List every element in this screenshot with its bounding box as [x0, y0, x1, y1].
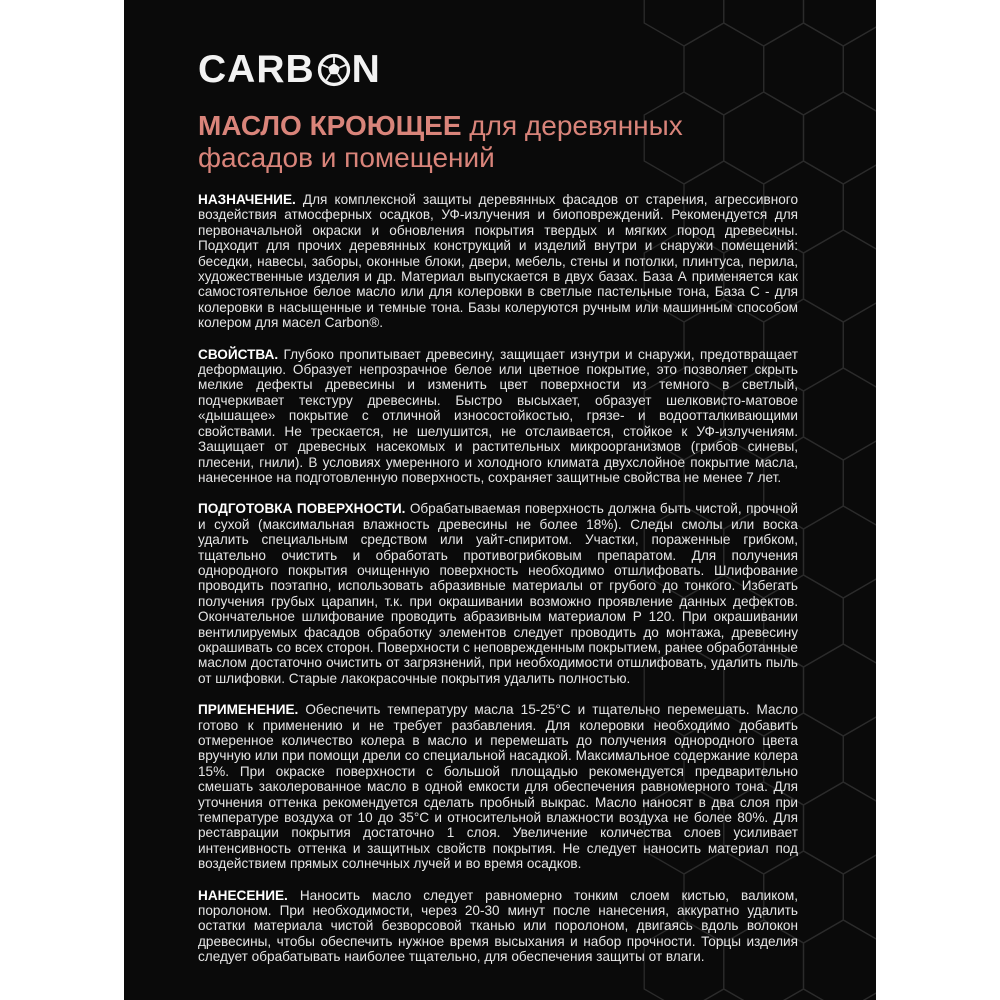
section-heading: СВОЙСТВА.: [198, 346, 279, 362]
hexagon-cell: [804, 368, 877, 460]
product-title: [198, 110, 798, 174]
section-heading: НАНЕСЕНИЕ.: [198, 887, 288, 903]
logo-text-start: CARB: [198, 48, 315, 91]
product-title-rest: для деревянных фасадов и помещений: [198, 110, 683, 173]
section-heading: ПРИМЕНЕНИЕ.: [198, 702, 299, 718]
section-text: Наносить масло следует равномерно тонким слоем кистью, валиком, поролоном. При необходимости, через 20-30 минут после нанесения, аккуратно удалить остатки материала чистой безворсовой тканью или поролоном, двигаясь вдоль волокон древесины, чтобы обеспечить нужное время высыхания и набор прочности. Торцы изделия следует обрабатывать наиболее тщательно, для обеспечения защиты от влаги.: [198, 887, 798, 965]
hexagon-cell: [684, 989, 764, 1000]
section-purpose: [198, 192, 798, 331]
soccer-ball-icon: [317, 53, 351, 87]
hexagon-cell: [804, 782, 877, 874]
hexagon-cell: [764, 989, 844, 1000]
logo-text-end: N: [351, 48, 381, 91]
hexagon-cell: [843, 989, 876, 1000]
section-heading: НАЗНАЧЕНИЕ.: [198, 192, 296, 207]
section-text: Для комплексной защиты деревянных фасадов от старения, агрессивного воздействия атмосферных осадков, УФ-излучения и биоповреждений. Рекомендуется для первоначальной окраски и обновления покрытия твердых и мягких пород древесины. Подходит для прочих деревянных конструкций и изделий внутри и снаружи помещений: беседки, навесы, заборы, оконные блоки, двери, мебель, стены и потолки, плинтуса, перила, художественные изделия и др. Материал выпускается в двух базах. База А применяется как самостоятельное белое масло или для колеровки в светлые пастельные тона, База С - для колеровки в насыщенные и темные тона. Базы колеруются ручным или машинным способом колером для масел Carbon®.: [198, 192, 798, 331]
hexagon-cell: [804, 0, 877, 46]
hexagon-cell: [804, 920, 877, 1000]
product-label-panel: [124, 0, 876, 1000]
section-text: Глубоко пропитывает древесину, защищает изнутри и снаружи, предотвращает деформацию. Образует непрозрачное белое или цветное покрытие, это позволяет скрыть мелкие дефекты древесины и изменить цвет поверхности из темного в светлый, подчеркивает текстуру древесины. Быстро высыхает, образует шелковисто-матовое «дышащее» покрытие с отличной износостойкостью, грязе- и водоотталкивающими свойствами. Не трескается, не шелушится, не отслаивается, стойкое к УФ-излучениям. Защищает от древесных насекомых и растительных микроорганизмов (грибов синевы, плесени, гнили). В условиях умеренного и холодного климата двухслойное покрытие масла, нанесенное на подготовленную поверхность, сохраняет защитные свойства не менее 7 лет.: [198, 346, 798, 485]
section-application: [198, 888, 798, 965]
section-text: Обрабатываемая поверхность должна быть чистой, прочной и сухой (максимальная влажность древесины не более 18%). Следы смолы или воска удалить специальным средством или уайт-спиритом. Участки, пораженные грибком, тщательно очистить и обработать противогрибковым препаратом. Для получения однородного покрытия очищенную поверхность необходимо отшлифовать. Шлифование проводить поэтапно, использовать абразивные материалы от грубого до тонкого. Избегать получения грубых царапин, т.к. при окрашивании возможно проявление данных дефектов. Окончательное шлифование проводить абразивным материалом Р 120. При окрашивании вентилируемых фасадов обработку элементов следует проводить до монтажа, древесину окрашивать со всех сторон. Поверхности с неповрежденным покрытием, ранее обработанные маслом достаточно очистить от загрязнений, при необходимости отшлифовать, удалить пыль от шлифовки. Старые лакокрасочные покрытия удалить полностью.: [198, 501, 799, 686]
hexagon-cell: [804, 92, 877, 184]
hexagon-cell: [804, 230, 877, 322]
section-heading: ПОДГОТОВКА ПОВЕРХНОСТИ.: [198, 501, 406, 517]
hexagon-cell: [644, 0, 724, 46]
product-title-strong: МАСЛО КРОЮЩЕЕ: [198, 110, 462, 141]
section-surface-preparation: [198, 501, 798, 686]
hexagon-cell: [804, 506, 877, 598]
section-usage: [198, 702, 798, 871]
section-properties: [198, 347, 798, 486]
content-area: [198, 48, 798, 981]
carbon-logo: [198, 48, 798, 92]
hexagon-cell: [804, 644, 877, 736]
description-sections: [198, 192, 798, 965]
section-text: Обеспечить температуру масла 15-25°С и тщательно перемешать. Масло готово к применению и не требует разбавления. Для колеровки необходимо добавить отмеренное количество колера в масло и перемешать до получения однородного цвета вручную или при помощи дрели со специальной насадкой. Максимальное содержание колера 15%. При окраске поверхности с большой площадью рекомендуется предварительно смешать заколерованное масло в одной емкости для обеспечения равномерного тона. Для уточнения оттенка рекомендуется сделать пробный выкрас. Масло наносят в два слоя при температуре воздуха от 10 до 35°С и относительной влажности воздуха не более 80%. Для реставрации покрытия достаточно 1 слоя. Увеличение количества слоев усиливает интенсивность оттенка и защитных свойств покрытия. Не следует наносить материал под воздействием прямых солнечных лучей и во время осадков.: [198, 702, 798, 872]
hexagon-cell: [724, 0, 804, 46]
